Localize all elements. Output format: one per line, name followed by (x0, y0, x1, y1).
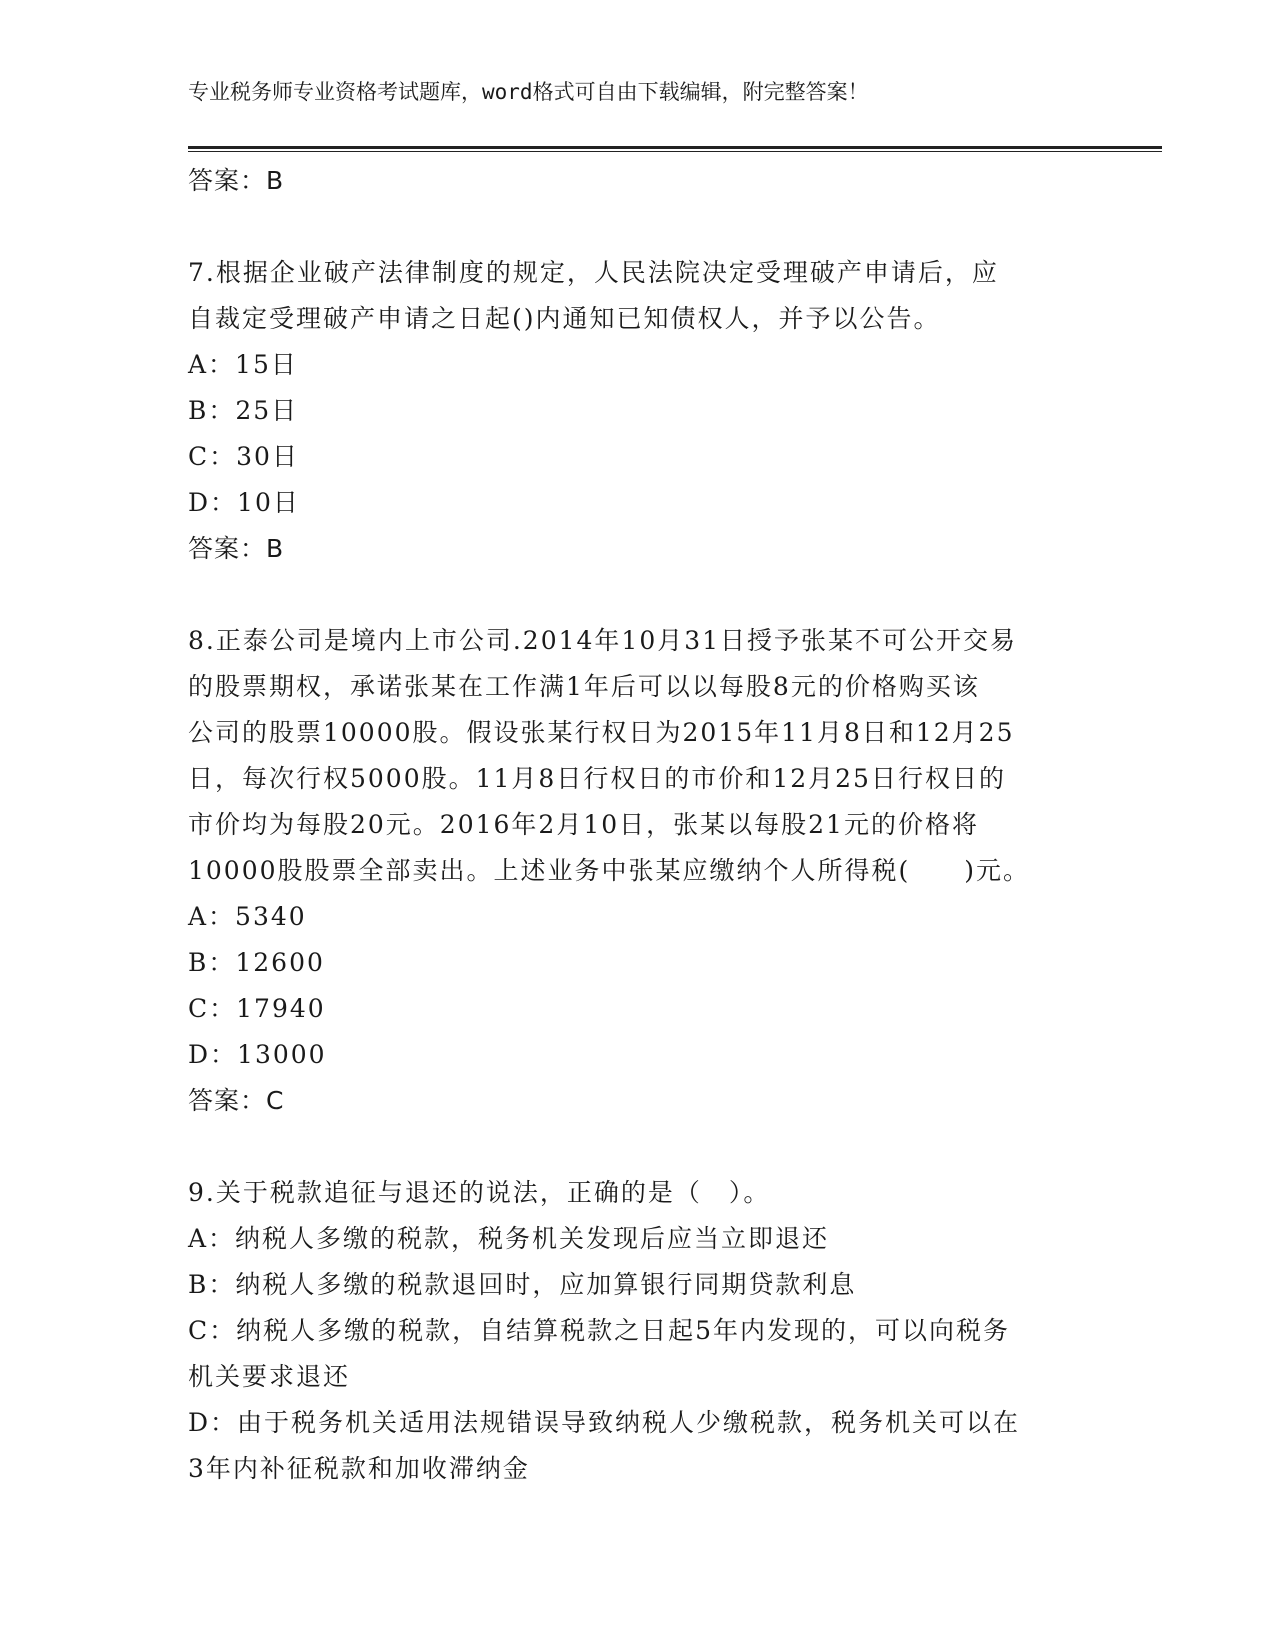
question-7 (188, 250, 1088, 572)
page-header: 专业税务师专业资格考试题库，word格式可自由下载编辑，附完整答案！ (188, 80, 869, 104)
option-b: B：纳税人多缴的税款退回时，应加算银行同期贷款利息 (188, 1270, 857, 1299)
option-a: A：15日 (188, 350, 298, 379)
question-stem-line: 市价均为每股20元。2016年2月10日，张某以每股21元的价格将 (188, 810, 979, 839)
question-9 (188, 1170, 1088, 1492)
option-c: C：纳税人多缴的税款，自结算税款之日起5年内发现的，可以向税务 (188, 1316, 1011, 1345)
option-c-continued: 机关要求退还 (188, 1362, 351, 1391)
option-d: D：由于税务机关适用法规错误导致纳税人少缴税款，税务机关可以在 (188, 1408, 1021, 1437)
option-a: A：纳税人多缴的税款，税务机关发现后应当立即退还 (188, 1224, 830, 1253)
option-d: D：13000 (188, 1040, 327, 1069)
answer-label: 答案：B (188, 534, 285, 563)
question-stem-line: 的股票期权，承诺张某在工作满1年后可以以每股8元的价格购买该 (188, 672, 980, 701)
header-rule (188, 146, 1162, 149)
question-stem-line: 10000股股票全部卖出。上述业务中张某应缴纳个人所得税( )元。 (188, 856, 1031, 885)
option-b: B：25日 (188, 396, 299, 425)
question-content (188, 158, 1088, 1492)
answer-label: 答案：B (188, 166, 285, 195)
question-stem-line: 自裁定受理破产申请之日起()内通知已知债权人，并予以公告。 (188, 304, 941, 333)
option-d-continued: 3年内补征税款和加收滞纳金 (188, 1454, 530, 1483)
answer-label: 答案：C (188, 1086, 285, 1115)
question-stem-line: 8.正泰公司是境内上市公司.2014年10月31日授予张某不可公开交易 (188, 626, 1018, 655)
option-c: C：30日 (188, 442, 299, 471)
question-stem-line: 7.根据企业破产法律制度的规定，人民法院决定受理破产申请后，应 (188, 258, 999, 287)
header-rule-thin (188, 151, 1162, 152)
question-8 (188, 618, 1088, 1124)
question-stem-line: 9.关于税款追征与退还的说法，正确的是（ ）。 (188, 1178, 771, 1207)
question-stem-line: 日，每次行权5000股。11月8日行权日的市价和12月25日行权日的 (188, 764, 1006, 793)
option-a: A：5340 (188, 902, 307, 931)
option-c: C：17940 (188, 994, 326, 1023)
option-d: D：10日 (188, 488, 300, 517)
option-b: B：12600 (188, 948, 325, 977)
question-stem-line: 公司的股票10000股。假设张某行权日为2015年11月8日和12月25 (188, 718, 1015, 747)
